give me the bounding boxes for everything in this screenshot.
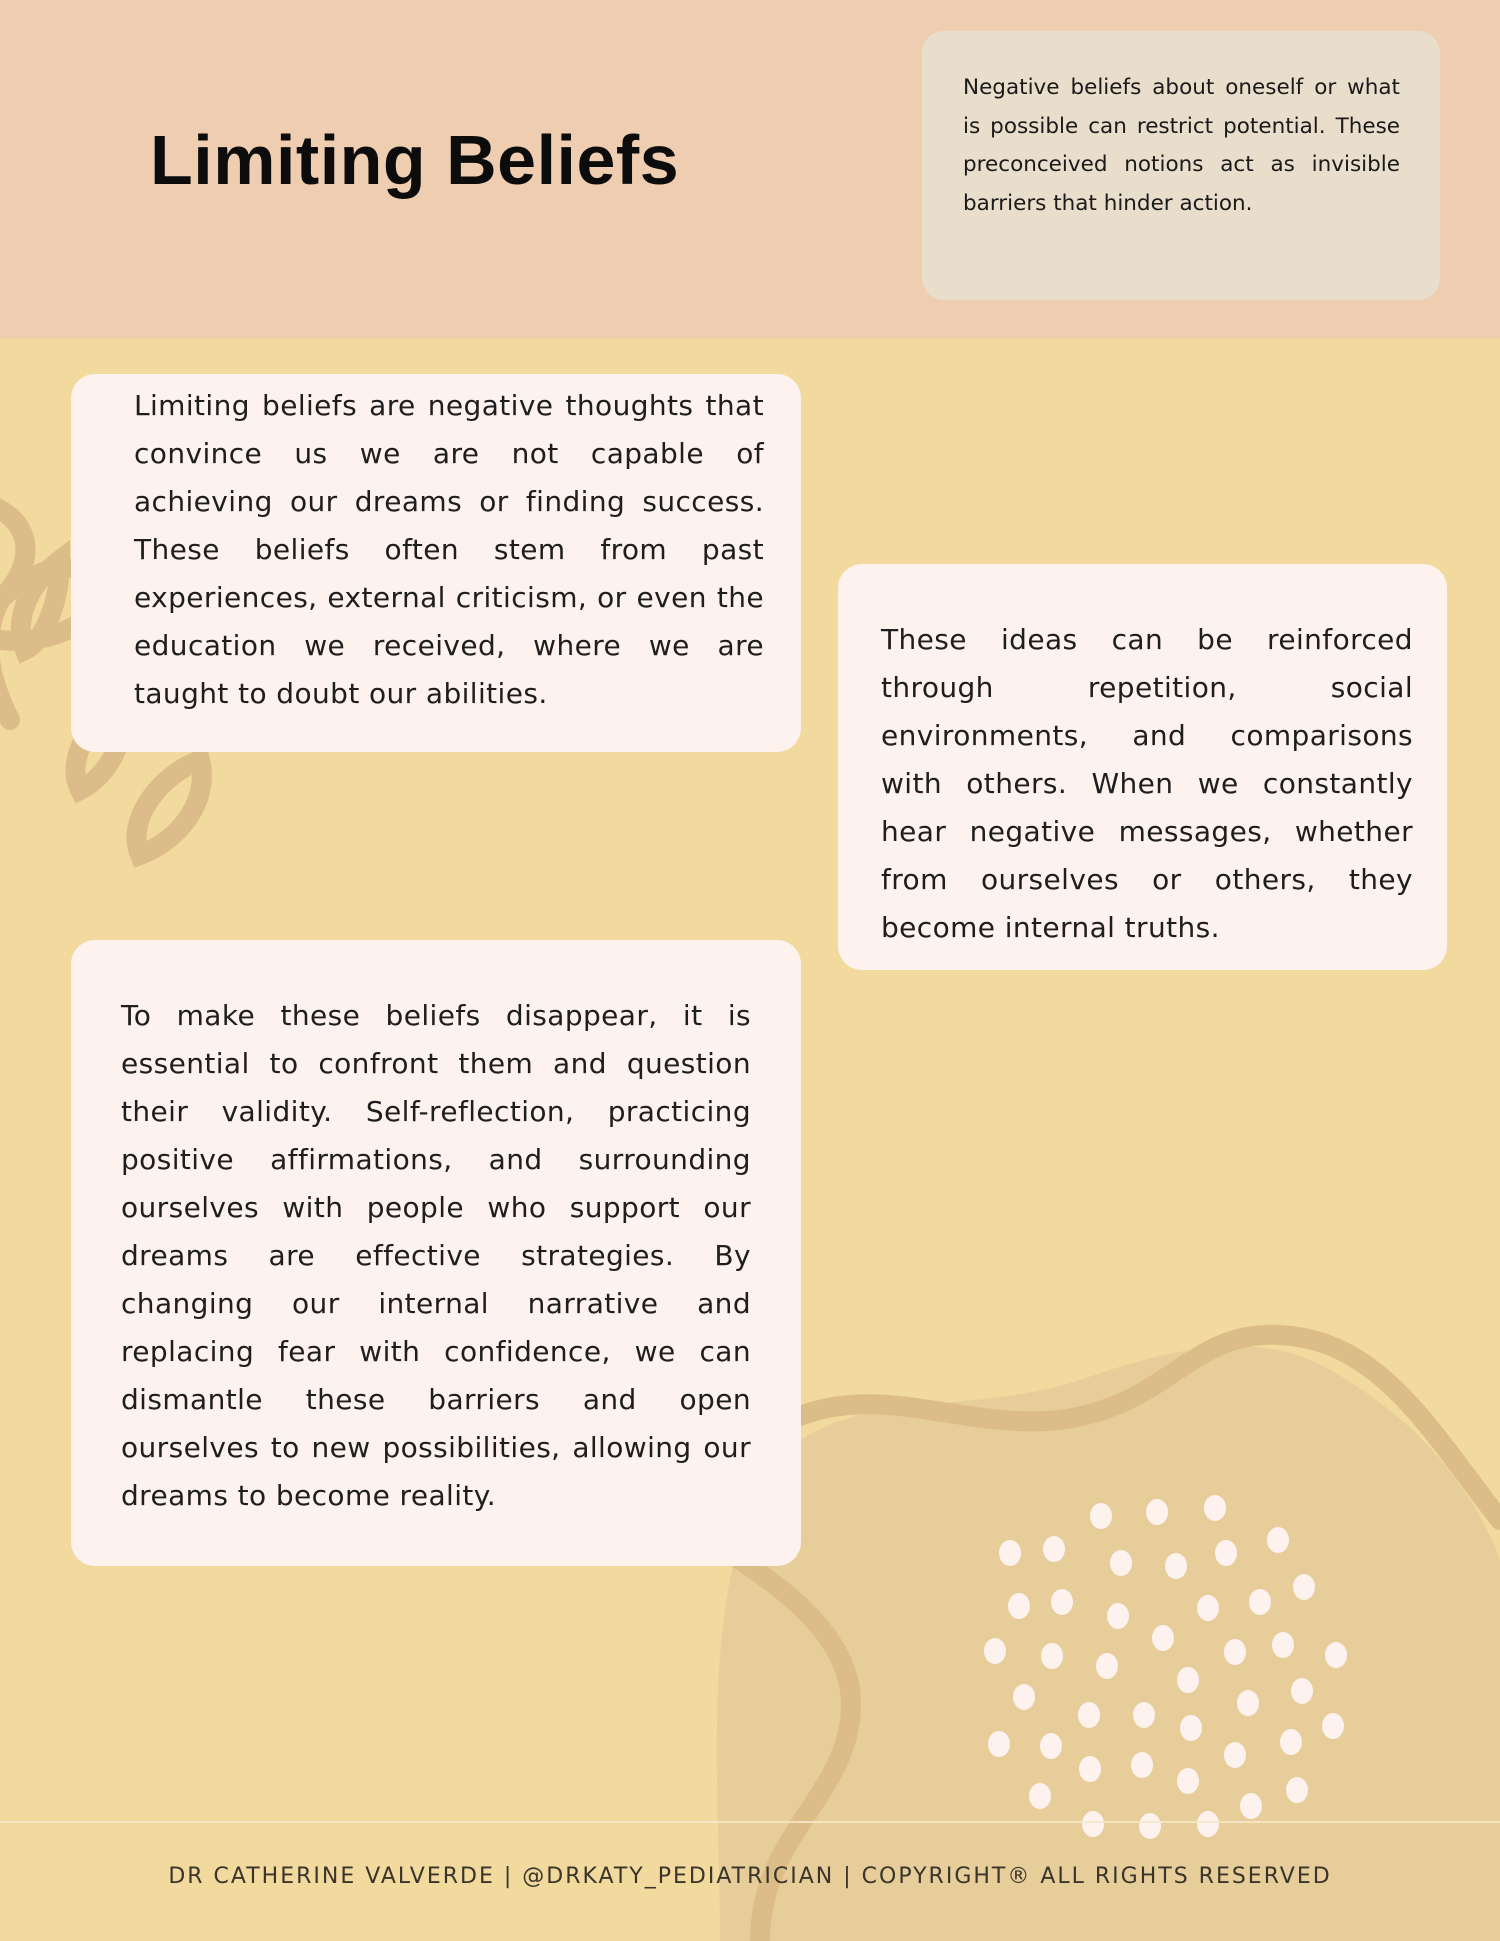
content-card-strategies (71, 940, 801, 1566)
card-text: To make these beliefs disappear, it is essential to confront them and question their validity. Self-reflection, practicing positive affirmations, and surrounding ourselves with people who support our dreams are effective strategies. By changing our internal narrative and replacing fear with confidence, we can dismantle these barriers and open ourselves to new possibilities, allowing our dreams to become reality. (121, 999, 751, 1512)
card-text: These ideas can be reinforced through repetition, social environments, and comparisons with others. When we constantly hear negative messages, whether from ourselves or others, they become internal truths. (881, 623, 1413, 944)
footer-divider (0, 1821, 1500, 1823)
intro-text: Negative beliefs about oneself or what is possible can restrict potential. These preconceived notions act as invisible barriers that hinder action. (963, 75, 1400, 216)
intro-box (922, 31, 1440, 300)
footer-credits: DR CATHERINE VALVERDE | @DRKATY_PEDIATRICIAN | COPYRIGHT® ALL RIGHTS RESERVED (168, 1864, 1332, 1889)
content-card-origins (71, 374, 801, 752)
card-text: Limiting beliefs are negative thoughts that convince us we are not capable of achieving our dreams or finding success. These beliefs often stem from past experiences, external criticism, or even the education we received, where we are taught to doubt our abilities. (134, 389, 764, 710)
content-card-reinforcement (838, 564, 1447, 970)
page-title: Limiting Beliefs (150, 121, 680, 199)
